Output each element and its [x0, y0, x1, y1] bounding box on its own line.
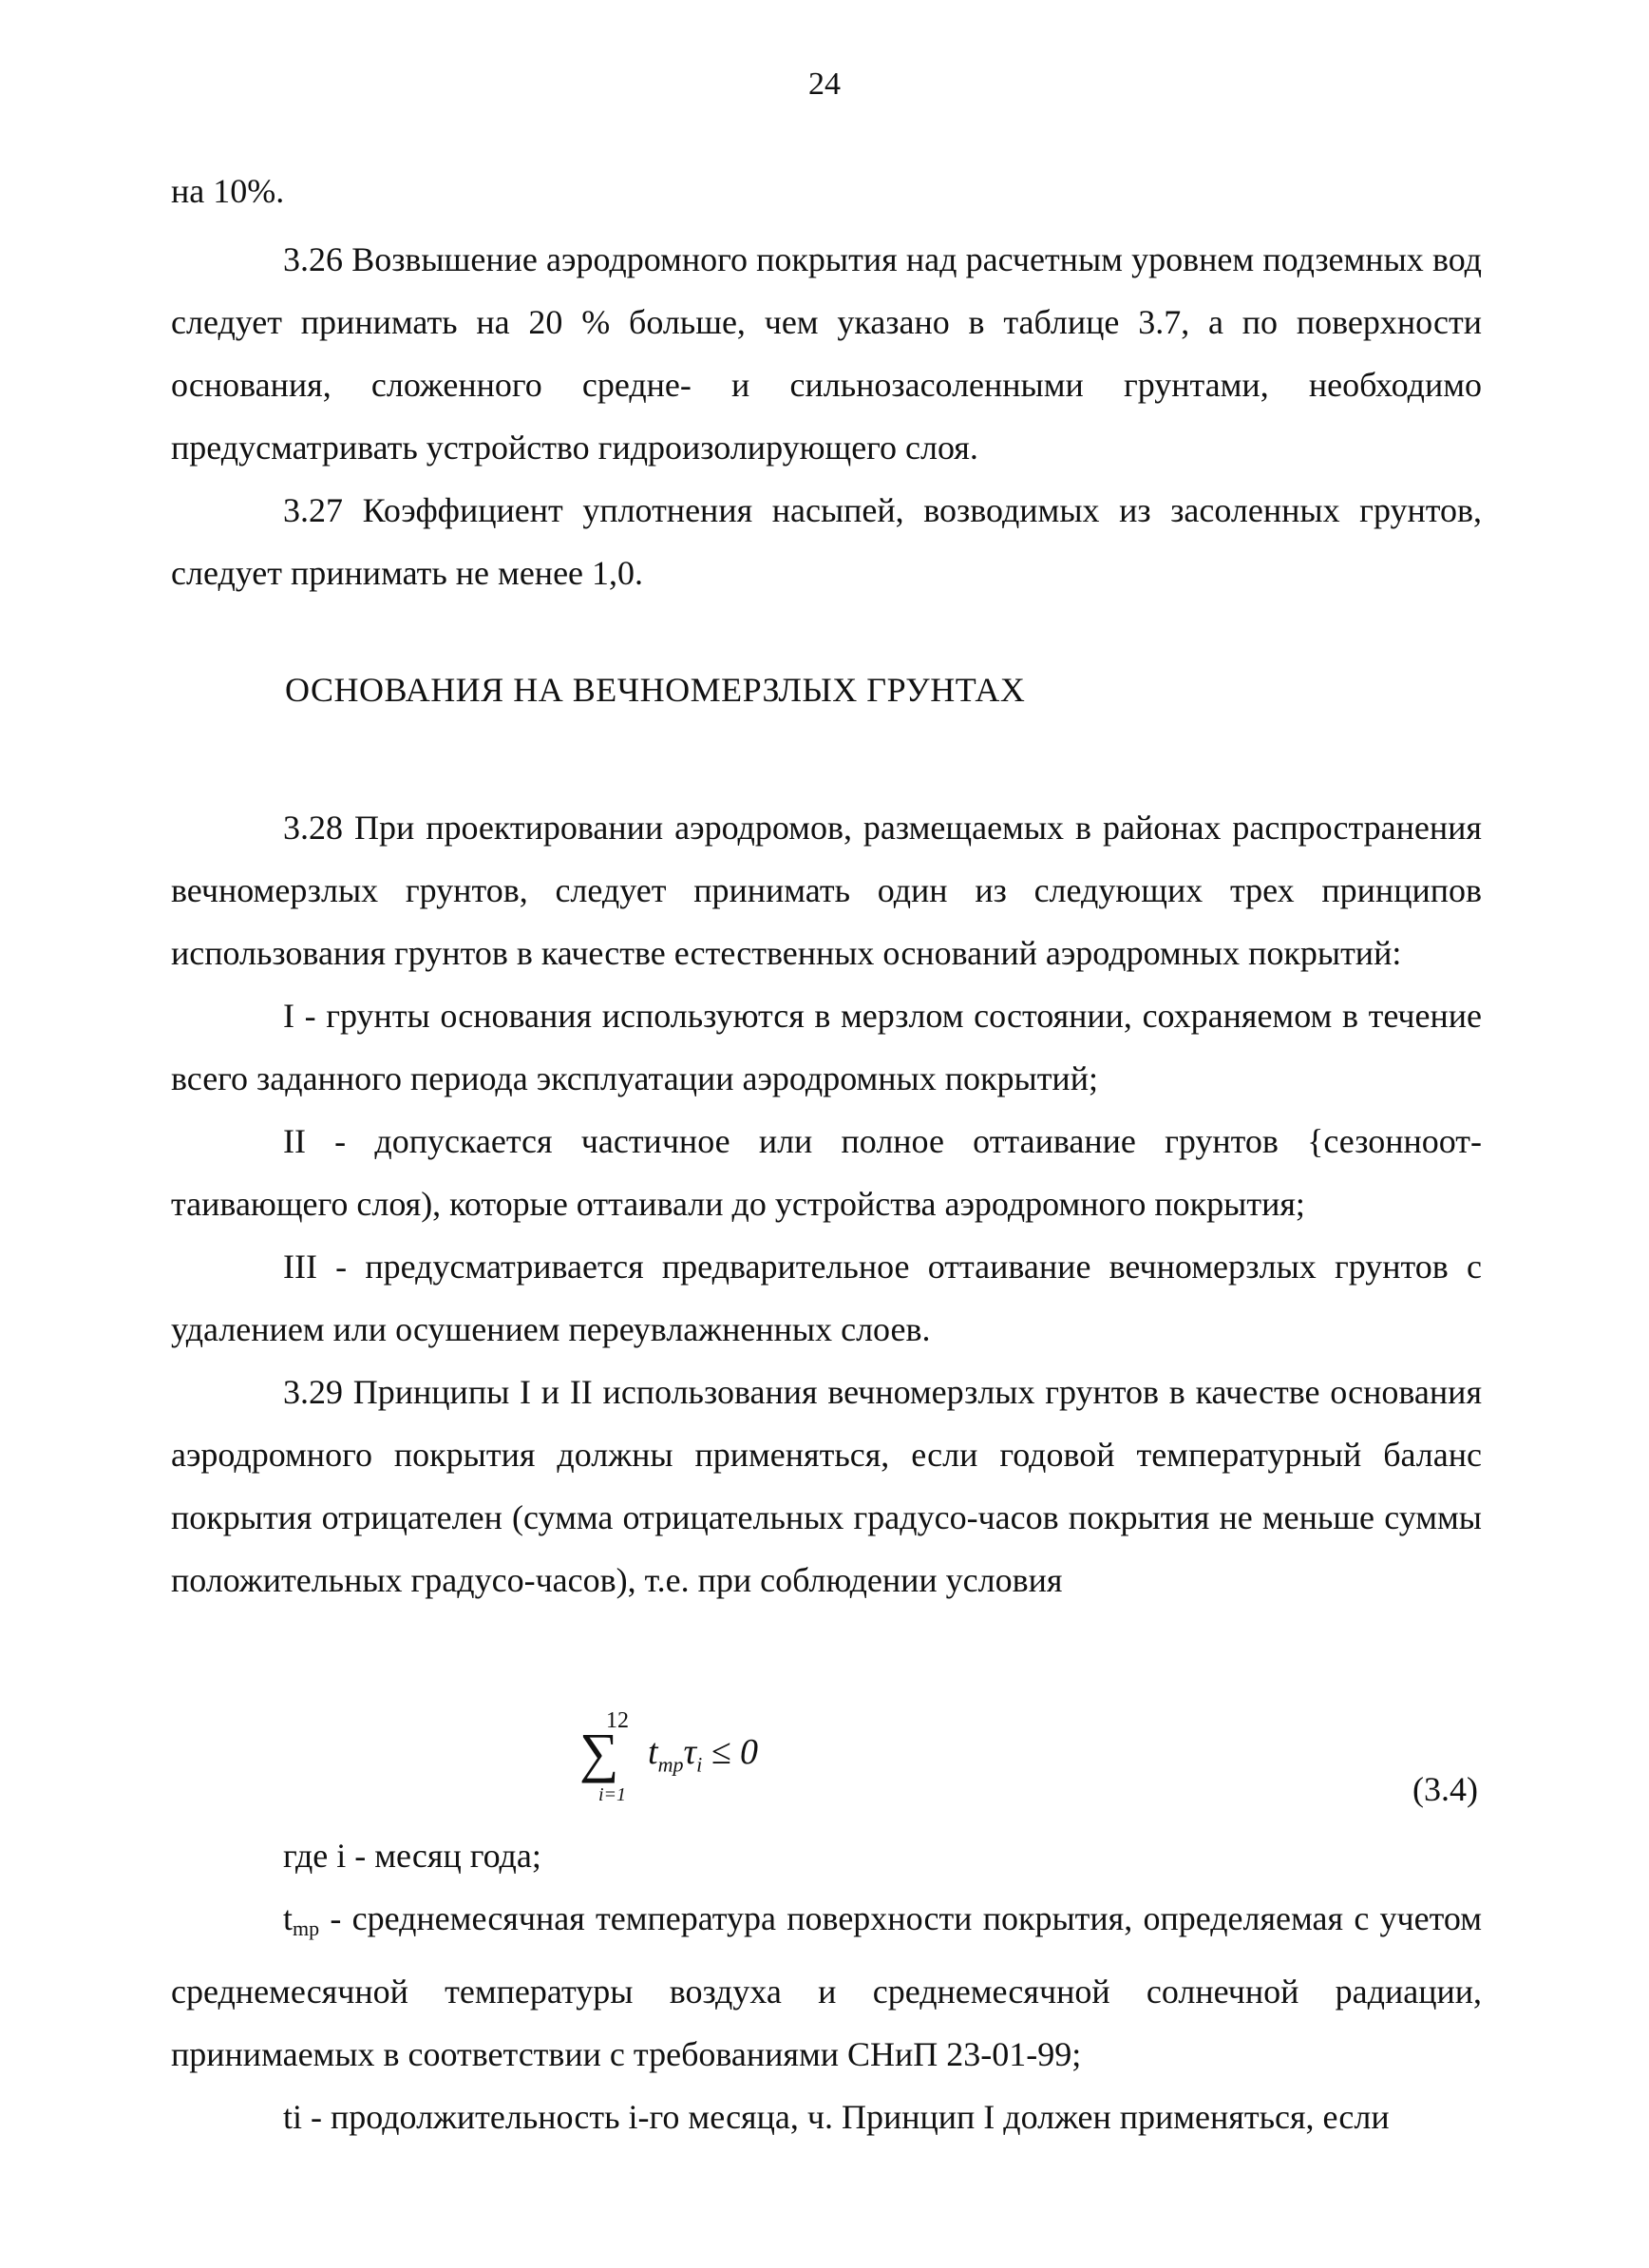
symbol-tau: τ [683, 1732, 697, 1772]
tmp-subscript: mp [293, 1916, 320, 1940]
sum-upper-limit: 12 [606, 1708, 629, 1733]
formula-relation: ≤ 0 [711, 1732, 759, 1772]
paragraph-3-26: 3.26 Возвышение аэродромного покрытия над расчетным уровнем подземных вод следует принимать на 20 % больше, чем указано в таблице 3.7, а по поверхности основания, сложенного средне- и сильнозасоленными грунтами, необходимо предусматривать устройство гидроизолирующего слоя. [171, 240, 1482, 467]
formula-expression [648, 1731, 758, 1778]
symbol-t-subscript: mp [657, 1752, 684, 1777]
definition-tmp [171, 1887, 1482, 2086]
paragraph-principle-3: III - предусматривается предварительное оттаивание вечномерзлых грунтов с удалением или осушением переувлажненных слоев. [171, 1248, 1482, 1348]
page-number: 24 [808, 67, 841, 102]
text-block-1 [171, 160, 1482, 604]
paragraph-continuation: на 10%. [171, 172, 285, 210]
definition-ti: ti - продолжительность i-го месяца, ч. Принцип I должен применяться, если [283, 2098, 1390, 2136]
paragraph-3-28: 3.28 При проектировании аэродромов, размещаемых в районах распространения вечномерзлых грунтов, следует принимать один из следующих трех принципов использования грунтов в качестве естественных оснований аэродромных покрытий: [171, 809, 1482, 972]
paragraph-principle-1: I - грунты основания используются в мерзлом состоянии, сохраняемом в течение всего заданного периода эксплуатации аэродромных покрытий; [171, 997, 1482, 1097]
sum-lower-limit: i=1 [598, 1784, 627, 1805]
section-heading: ОСНОВАНИЯ НА ВЕЧНОМЕРЗЛЫХ ГРУНТАХ [285, 671, 1026, 709]
formula-3-4 [572, 1708, 800, 1813]
paragraph-3-27: 3.27 Коэффициент уплотнения насыпей, возводимых из засоленных грунтов, следует принимать не менее 1,0. [171, 491, 1482, 592]
tmp-text: - среднемесячная температура поверхности покрытия, определяемая с учетом среднемесячной температуры воздуха и среднемесячной солнечной радиации, принимаемых в соответствии с требованиями СНиП 23-01-99; [171, 1899, 1482, 2073]
text-block-2 [171, 796, 1482, 1611]
symbol-t: t [648, 1732, 658, 1772]
paragraph-3-29: 3.29 Принципы I и II использования вечномерзлых грунтов в качестве основания аэродромного покрытия должны применяться, если годовой температурный баланс покрытия отрицателен (сумма отрицательных градусо-часов покрытия не меньше суммы положительных градусо-часов), т.е. при соблюдении условия [171, 1373, 1482, 1599]
equation-number: (3.4) [1412, 1770, 1478, 1808]
definition-i: где i - месяц года; [283, 1837, 541, 1875]
tmp-symbol: t [283, 1899, 294, 1937]
text-block-3 [171, 1824, 1482, 2148]
symbol-tau-subscript: i [696, 1752, 703, 1777]
paragraph-principle-2: II - допускается частичное или полное оттаивание грунтов {сезонноот-таивающего слоя), которые оттаивали до устройства аэродромного покрытия; [171, 1122, 1482, 1223]
sum-sign: ∑ [579, 1722, 619, 1783]
